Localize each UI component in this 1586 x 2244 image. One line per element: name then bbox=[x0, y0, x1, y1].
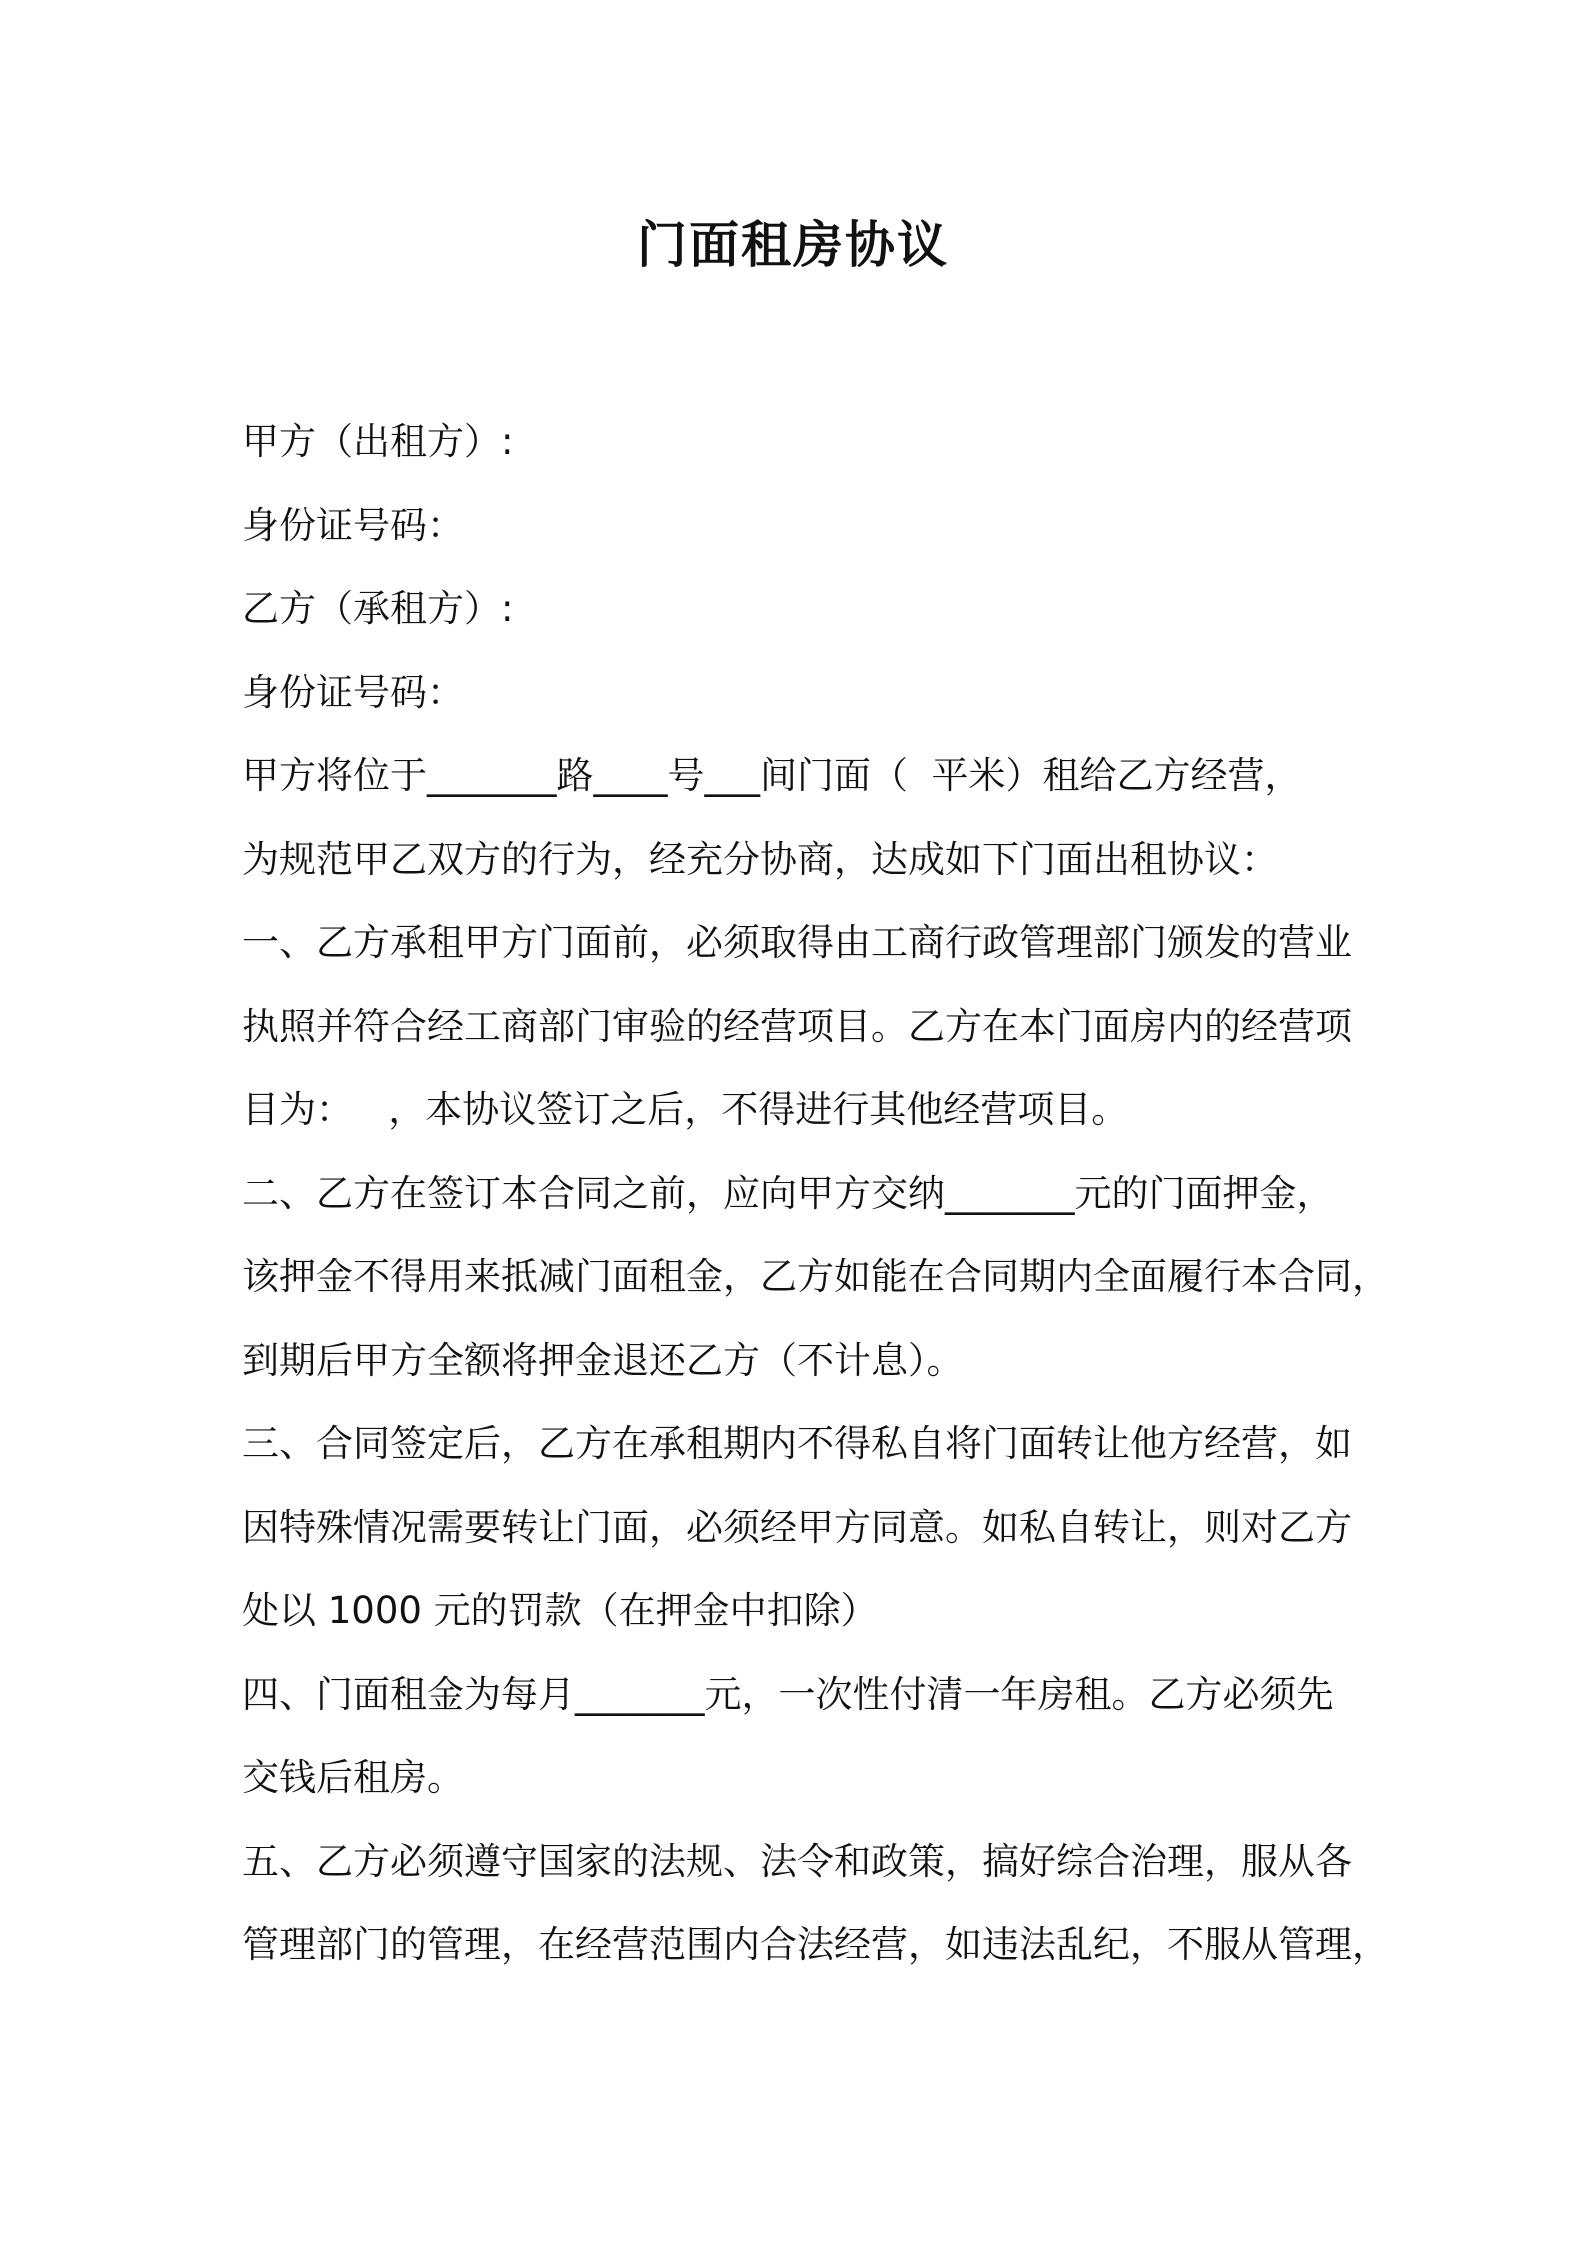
clause-2-line: 到期后甲方全额将押金退还乙方（不计息）。 bbox=[242, 1338, 964, 1382]
clause-3-line: 三、合同签定后，乙方在承租期内不得私自将门面转让他方经营，如 bbox=[242, 1422, 1352, 1465]
clause-3-line: 处以 1000 元的罚款（在押金中扣除） bbox=[242, 1589, 878, 1632]
clause-1-line: 一、乙方承租甲方门面前，必须取得由工商行政管理部门颁发的营业 bbox=[242, 921, 1352, 964]
preamble-line: 甲方将位于_______路____号___间门面（ 平米）租给乙方经营， bbox=[242, 754, 1302, 797]
party-b-line: 乙方（承租方）: bbox=[242, 587, 514, 630]
clause-4-line: 交钱后租房。 bbox=[242, 1756, 464, 1799]
party-a-id-line: 身份证号码： bbox=[242, 503, 464, 547]
clause-5-line: 管理部门的管理，在经营范围内合法经营，如违法乱纪，不服从管理， bbox=[242, 1923, 1389, 1966]
clause-5-line: 五、乙方必须遵守国家的法规、法令和政策，搞好综合治理，服从各 bbox=[242, 1839, 1352, 1883]
document-title: 门面租房协议 bbox=[637, 216, 949, 274]
clause-1-line: 执照并符合经工商部门审验的经营项目。乙方在本门面房内的经营项 bbox=[242, 1004, 1352, 1048]
clause-2-line: 二、乙方在签订本合同之前，应向甲方交纳_______元的门面押金， bbox=[242, 1171, 1334, 1215]
preamble-line: 为规范甲乙双方的行为，经充分协商，达成如下门面出租协议： bbox=[242, 837, 1278, 881]
clause-3-line: 因特殊情况需要转让门面，必须经甲方同意。如私自转让，则对乙方 bbox=[242, 1505, 1352, 1549]
clause-1-line: 目为： ，本协议签订之后，不得进行其他经营项目。 bbox=[242, 1088, 1129, 1131]
party-b-id-line: 身份证号码： bbox=[242, 670, 464, 714]
clause-4-line: 四、门面租金为每月_______元，一次性付清一年房租。乙方必须先 bbox=[242, 1672, 1334, 1716]
document-body bbox=[242, 400, 1389, 1987]
clause-2-line: 该押金不得用来抵减门面租金，乙方如能在合同期内全面履行本合同， bbox=[242, 1255, 1389, 1298]
party-a-line: 甲方（出租方）: bbox=[242, 420, 514, 463]
